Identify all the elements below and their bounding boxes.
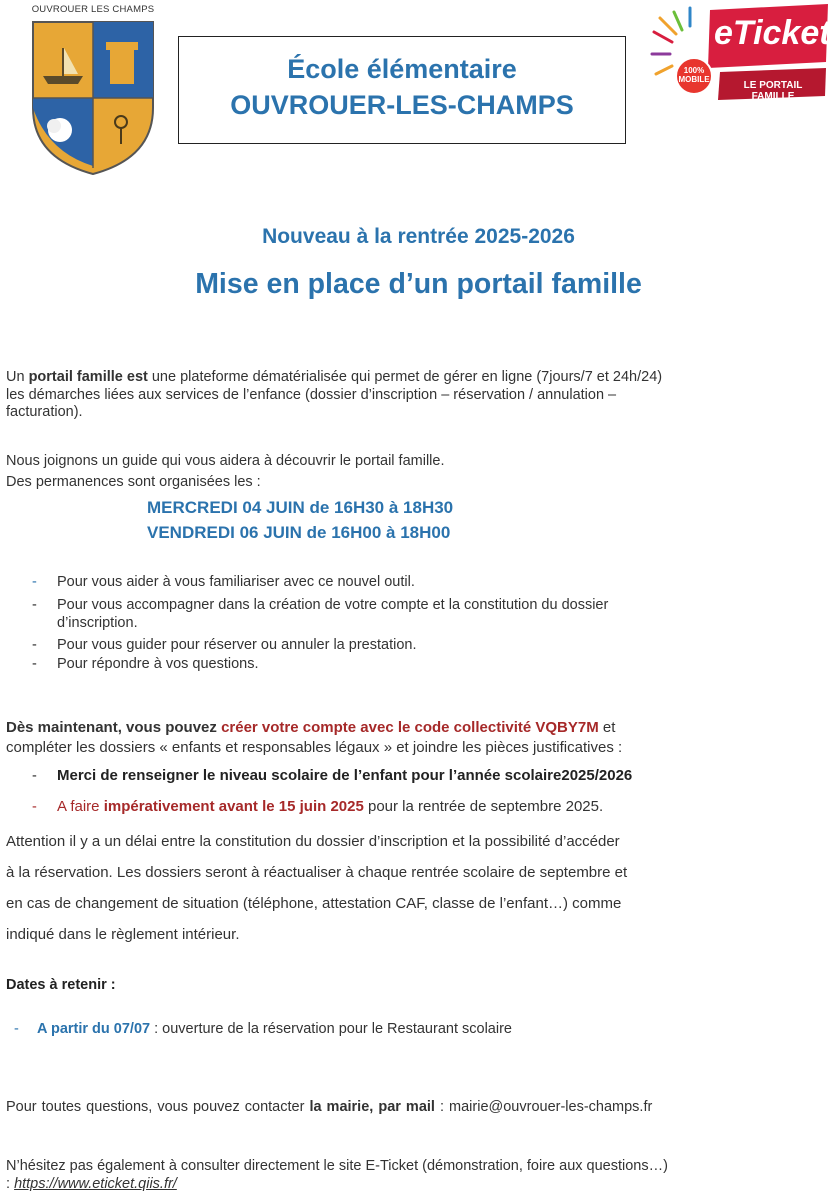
purpose-item-3: Pour vous guider pour réserver ou annuler la prestation.: [57, 637, 417, 653]
guide-paragraph: [6, 453, 822, 491]
dates-item-date: A partir du 07/07: [37, 1021, 151, 1037]
permanence-friday: VENDREDI 06 JUIN de 16H00 à 18H00: [147, 523, 451, 542]
purpose-item-2-line1: Pour vous accompagner dans la création de votre compte et la constitution du dossier: [57, 597, 609, 613]
crest-label: OUVROUER LES CHAMPS: [31, 4, 155, 15]
guide-line1: Nous joignons un guide qui vous aidera à découvrir le portail famille.: [6, 453, 445, 469]
school-title-line2: OUVROUER-LES-CHAMPS: [230, 90, 574, 120]
list-marker: -: [32, 574, 37, 590]
account-code: créer votre compte avec le code collectivité VQBY7M: [221, 719, 599, 736]
headline-subtitle: Nouveau à la rentrée 2025-2026: [262, 225, 575, 248]
account-bullet-2-deadline: impérativement avant le 15 juin 2025: [103, 798, 364, 815]
intro-prefix: Un: [6, 369, 29, 385]
crest-shield-icon: [28, 18, 158, 178]
notice-line3: en cas de changement de situation (téléphone, attestation CAF, classe de l’enfant…) comme: [6, 895, 622, 912]
notice-line4: indiqué dans le règlement intérieur.: [6, 926, 240, 943]
list-marker: -: [32, 637, 37, 653]
eticket-badge-line2: MOBILE: [678, 75, 710, 84]
eticket-brand: eTicket: [714, 14, 831, 52]
purpose-item-1: Pour vous aider à vous familiariser avec ce nouvel outil.: [57, 574, 415, 590]
town-crest: [18, 4, 168, 184]
website-paragraph: [6, 1158, 822, 1193]
eticket-tagline: LE PORTAIL FAMILLE: [743, 80, 803, 102]
intro-bold: portail famille est: [28, 369, 148, 385]
contact-bold: la mairie, par mail: [309, 1099, 435, 1115]
intro-line3: facturation).: [6, 404, 83, 420]
intro-paragraph: [6, 369, 822, 422]
purpose-item-2-line2: d’inscription.: [57, 614, 138, 631]
dates-title: Dates à retenir :: [6, 977, 116, 993]
account-line2: compléter les dossiers « enfants et responsables légaux » et joindre les pièces justificatives :: [6, 738, 623, 756]
account-bullet-1: Merci de renseigner le niveau scolaire de l’enfant pour l’année scolaire2025/2026: [57, 767, 633, 784]
guide-line2: Des permanences sont organisées les :: [6, 473, 261, 490]
dates-item: [37, 1021, 512, 1037]
purpose-item-2: [57, 597, 829, 632]
dates-item-rest: : ouverture de la réservation pour le Restaurant scolaire: [150, 1021, 512, 1037]
headline-title: Mise en place d’un portail famille: [195, 268, 642, 300]
permanence-wednesday: MERCREDI 04 JUIN de 16H30 à 18H30: [147, 498, 454, 517]
list-marker: -: [32, 597, 37, 613]
website-line1: N’hésitez pas également à consulter directement le site E-Ticket (démonstration, foire aux questions…): [6, 1158, 668, 1174]
contact-prefix: Pour toutes questions, vous pouvez contacter: [6, 1099, 310, 1115]
notice-paragraph: [6, 826, 822, 950]
eticket-badge-line1: 100%: [683, 66, 705, 75]
account-end: et: [598, 719, 616, 736]
intro-line2: les démarches liées aux services de l’enfance (dossier d’inscription – réservation / annulation –: [6, 386, 617, 403]
school-title-line1: École élémentaire: [287, 54, 517, 84]
account-bullet-2: [57, 798, 829, 816]
purpose-item-4: Pour répondre à vos questions.: [57, 656, 259, 672]
website-prefix: :: [6, 1175, 15, 1192]
account-paragraph: [6, 719, 822, 759]
list-marker: -: [32, 799, 37, 815]
intro-line1-rest: une plateforme dématérialisée qui permet de gérer en ligne (7jours/7 et 24h/24): [147, 369, 663, 385]
account-bold-start: Dès maintenant, vous pouvez: [6, 719, 217, 736]
list-marker: -: [32, 656, 37, 672]
contact-paragraph: [6, 1099, 822, 1117]
school-title-box: [178, 36, 626, 144]
eticket-website-link[interactable]: https://www.eticket.qiis.fr/: [14, 1175, 177, 1192]
account-bullet-2-rest: pour la rentrée de septembre 2025.: [363, 798, 604, 815]
account-bullet-2-red: A faire: [57, 798, 104, 815]
notice-line2: à la réservation. Les dossiers seront à réactualiser à chaque rentrée scolaire de septembre et: [6, 864, 628, 881]
contact-email: : mairie@ouvrouer-les-champs.fr: [434, 1099, 653, 1115]
list-marker: -: [32, 768, 37, 784]
eticket-logo: [650, 4, 830, 114]
eticket-badge: [676, 66, 712, 84]
notice-line1: Attention il y a un délai entre la constitution du dossier d’inscription et la possibilité d’accéder: [6, 833, 620, 850]
list-marker: -: [14, 1021, 19, 1037]
